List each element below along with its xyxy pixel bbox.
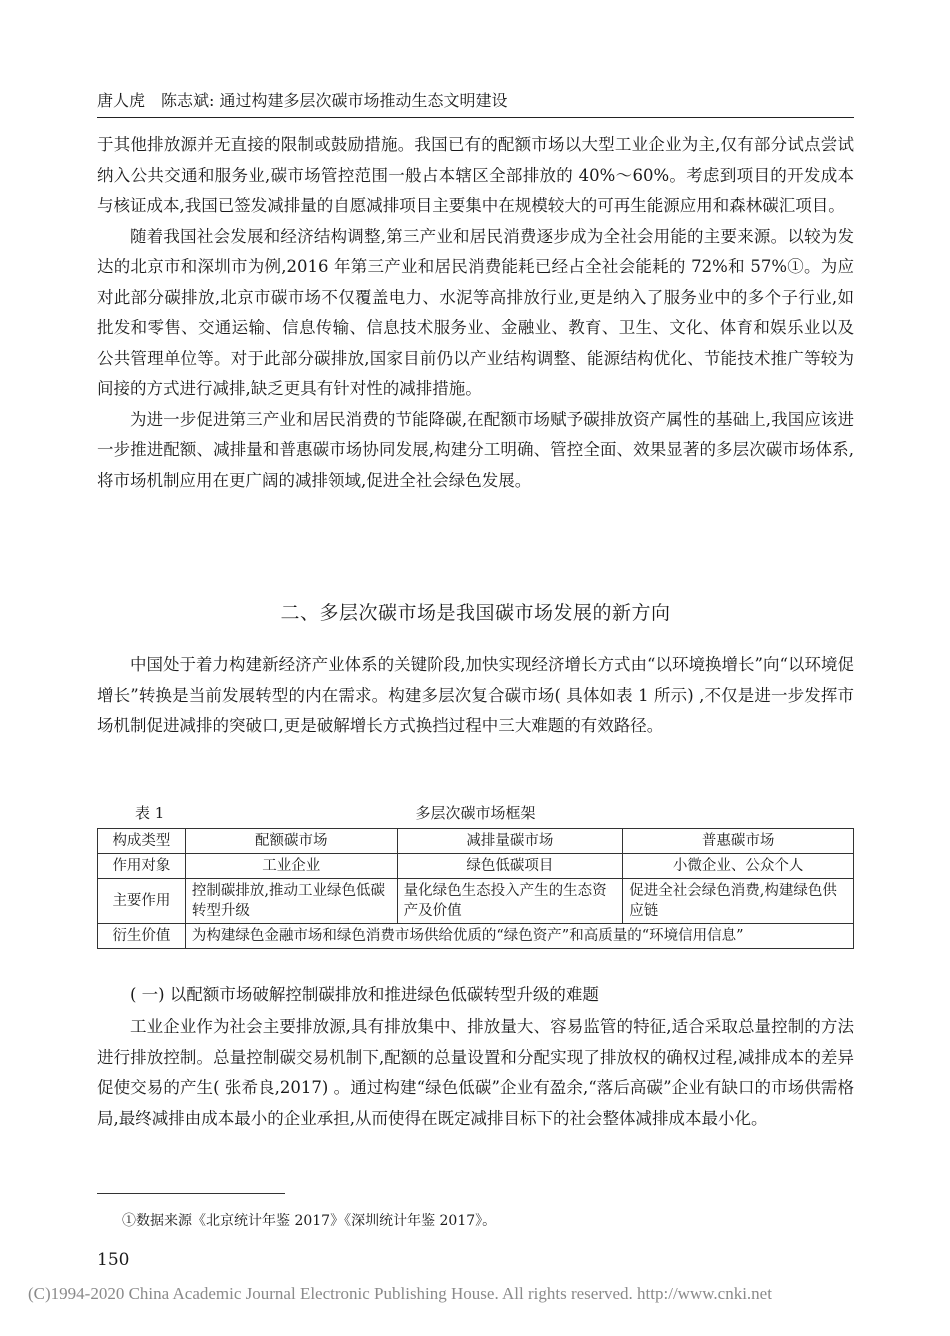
paragraph: 中国处于着力构建新经济产业体系的关键阶段,加快实现经济增长方式由“以环境换增长”向“以环境促增长”转换是当前发展转型的内在需求。构建多层次复合碳市场( 具体如表 1 所示) ,不仅是进一步发挥市场机制促进减排的突破口,更是破解增长方式换挡过程中三大难题的有效路径。 <box>97 655 854 735</box>
table-label: 表 1 <box>135 804 165 822</box>
carbon-market-framework-table <box>97 828 854 949</box>
table-cell: 主要作用 <box>98 879 186 924</box>
table-cell: 衍生价值 <box>98 924 186 949</box>
footnote: ①数据来源《北京统计年鉴 2017》《深圳统计年鉴 2017》。 <box>122 1213 497 1229</box>
table-row <box>98 879 854 924</box>
table-cell: 小微企业、公众个人 <box>623 854 854 879</box>
table-cell: 作用对象 <box>98 854 186 879</box>
running-header: 唐人虎 陈志斌: 通过构建多层次碳市场推动生态文明建设 <box>97 91 508 110</box>
table-cell: 绿色低碳项目 <box>397 854 623 879</box>
paragraph: 为进一步促进第三产业和居民消费的节能降碳,在配额市场赋予碳排放资产属性的基础上,我国应该进一步推进配额、减排量和普惠碳市场协同发展,构建分工明确、管控全面、效果显著的多层次碳市场体系,将市场机制应用在更广阔的减排领域,促进全社会绿色发展。 <box>97 409 854 490</box>
header-rule <box>97 117 854 118</box>
table-cell: 为构建绿色金融市场和绿色消费市场供给优质的“绿色资产”和高质量的“环境信用信息” <box>185 924 853 949</box>
page-number: 150 <box>97 1250 130 1270</box>
copyright-notice: (C)1994-2020 China Academic Journal Electronic Publishing House. All rights reserved. http://www.cnki.net <box>28 1284 772 1303</box>
subsection-title: ( 一) 以配额市场破解控制碳排放和推进绿色低碳转型升级的难题 <box>130 985 599 1004</box>
table-cell: 减排量碳市场 <box>397 829 623 854</box>
table-cell: 工业企业 <box>185 854 397 879</box>
paragraph: 工业企业作为社会主要排放源,具有排放集中、排放量大、容易监管的特征,适合采取总量控制的方法进行排放控制。总量控制碳交易机制下,配额的总量设置和分配实现了排放权的确权过程,减排成本的差异促使交易的产生( 张希良,2017) 。通过构建“绿色低碳”企业有盈余,“落后高碳”企业有缺口的市场供需格局,最终减排由成本最小的企业承担,从而使得在既定减排目标下的社会整体减排成本最小化。 <box>97 1017 854 1128</box>
body-text-bottom <box>97 1012 854 1134</box>
body-text-middle <box>97 650 854 742</box>
table-title: 多层次碳市场框架 <box>415 804 536 822</box>
table-cell: 构成类型 <box>98 829 186 854</box>
table-row <box>98 854 854 879</box>
table-row <box>98 924 854 949</box>
section-title: 二、多层次碳市场是我国碳市场发展的新方向 <box>280 602 671 624</box>
table-cell: 普惠碳市场 <box>623 829 854 854</box>
table-cell: 控制碳排放,推动工业绿色低碳转型升级 <box>185 879 397 924</box>
body-text-top <box>97 130 854 496</box>
paragraph: 随着我国社会发展和经济结构调整,第三产业和居民消费逐步成为全社会用能的主要来源。以较为发达的北京市和深圳市为例,2016 年第三产业和居民消费能耗已经占全社会能耗的 72%和 57%①。为应对此部分碳排放,北京市碳市场不仅覆盖电力、水泥等高排放行业,更是纳入了服务业中的多个子行业,如批发和零售、交通运输、信息传输、信息技术服务业、金融业、教育、卫生、文化、体育和娱乐业以及公共管理单位等。对于此部分碳排放,国家目前仍以产业结构调整、能源结构优化、节能技术推广等较为间接的方式进行减排,缺乏更具有针对性的减排措施。 <box>97 226 854 398</box>
table-row <box>98 829 854 854</box>
table-cell: 配额碳市场 <box>185 829 397 854</box>
table-cell: 促进全社会绿色消费,构建绿色供应链 <box>623 879 854 924</box>
table-cell: 量化绿色生态投入产生的生态资产及价值 <box>397 879 623 924</box>
paragraph: 于其他排放源并无直接的限制或鼓励措施。我国已有的配额市场以大型工业企业为主,仅有部分试点尝试纳入公共交通和服务业,碳市场管控范围一般占本辖区全部排放的 40%～60%。考虑到项目的开发成本与核证成本,我国已签发减排量的自愿减排项目主要集中在规模较大的可再生能源应用和森林碳汇项目。 <box>97 135 854 215</box>
footnote-rule <box>97 1193 285 1194</box>
